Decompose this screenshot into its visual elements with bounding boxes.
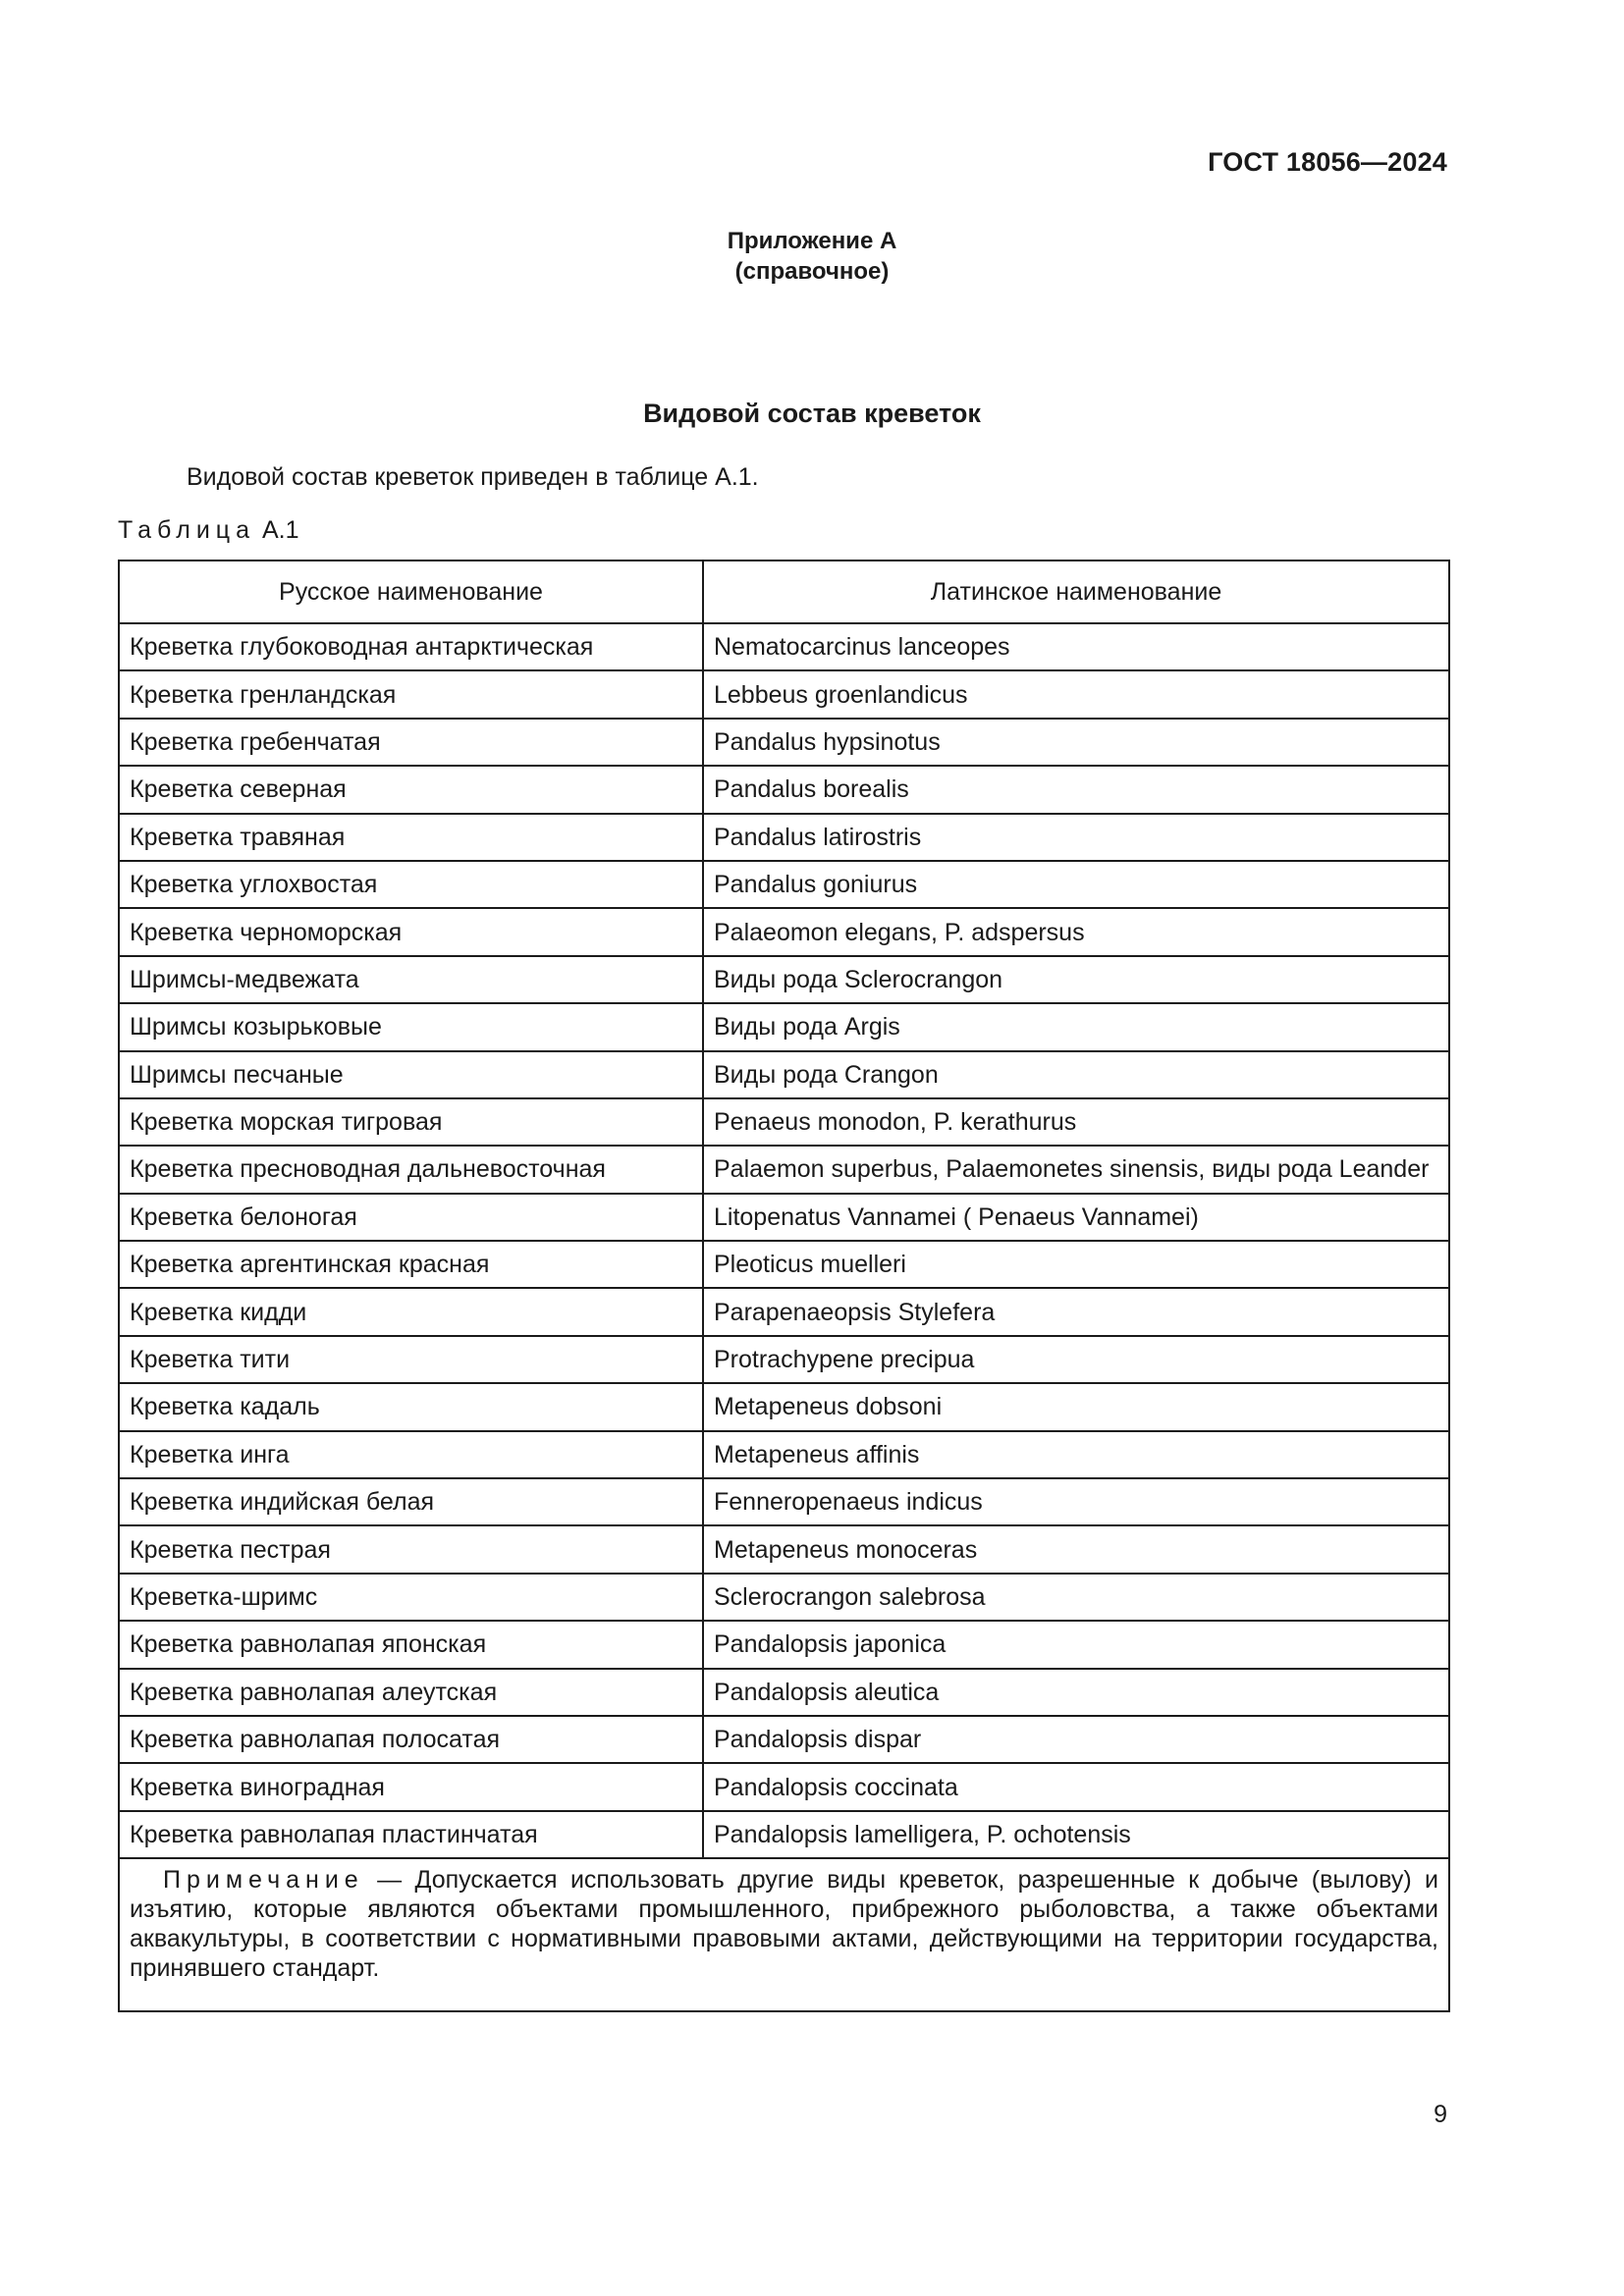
intro-paragraph: Видовой состав креветок приведен в таблице А.1. — [187, 463, 759, 491]
latin-name-cell: Pandalus hypsinotus — [703, 719, 1449, 766]
latin-name-cell: Palaeomon elegans, P. adspersus — [703, 908, 1449, 955]
russian-name-cell: Креветка черноморская — [119, 908, 703, 955]
latin-name-cell: Виды рода Argis — [703, 1003, 1449, 1050]
russian-name-cell: Креветка пресноводная дальневосточная — [119, 1146, 703, 1193]
russian-name-cell: Креветка глубоководная антарктическая — [119, 623, 703, 670]
russian-name-cell: Креветка равнолапая полосатая — [119, 1716, 703, 1763]
table-row — [119, 719, 1449, 766]
latin-name-cell: Litopenatus Vannamei ( Penaeus Vannamei) — [703, 1194, 1449, 1241]
annex-heading — [0, 226, 1624, 287]
table-row — [119, 670, 1449, 718]
latin-name-cell: Metapeneus monoceras — [703, 1525, 1449, 1573]
document-code: ГОСТ 18056—2024 — [1208, 147, 1447, 177]
latin-name-cell: Pandalopsis lamelligera, P. ochotensis — [703, 1811, 1449, 1858]
table-row — [119, 1051, 1449, 1098]
russian-name-cell: Креветка кадаль — [119, 1383, 703, 1430]
russian-name-cell: Шримсы-медвежата — [119, 956, 703, 1003]
latin-name-cell: Pandalus latirostris — [703, 814, 1449, 861]
table-row — [119, 1383, 1449, 1430]
table-row — [119, 1621, 1449, 1668]
table-caption — [118, 516, 299, 545]
latin-name-cell: Protrachypene precipua — [703, 1336, 1449, 1383]
table-row — [119, 1336, 1449, 1383]
latin-name-cell: Виды рода Crangon — [703, 1051, 1449, 1098]
table-header-row — [119, 561, 1449, 623]
russian-name-cell: Креветка северная — [119, 766, 703, 813]
table-row — [119, 1669, 1449, 1716]
latin-name-cell: Pandalopsis aleutica — [703, 1669, 1449, 1716]
table-row — [119, 1763, 1449, 1810]
russian-name-cell: Креветка тити — [119, 1336, 703, 1383]
table-row — [119, 1003, 1449, 1050]
russian-name-cell: Креветка равнолапая японская — [119, 1621, 703, 1668]
latin-name-cell: Sclerocrangon salebrosa — [703, 1574, 1449, 1621]
table-row — [119, 1525, 1449, 1573]
table-row — [119, 623, 1449, 670]
latin-name-cell: Palaemon superbus, Palaemonetes sinensis, виды рода Leander — [703, 1146, 1449, 1193]
species-table-body — [119, 623, 1449, 1858]
latin-name-cell: Pandalopsis coccinata — [703, 1763, 1449, 1810]
russian-name-cell: Креветка-шримс — [119, 1574, 703, 1621]
table-caption-number: А.1 — [261, 516, 299, 544]
russian-name-cell: Креветка пестрая — [119, 1525, 703, 1573]
russian-name-cell: Креветка аргентинская красная — [119, 1241, 703, 1288]
table-note — [119, 1858, 1449, 2011]
russian-name-cell: Креветка гренландская — [119, 670, 703, 718]
table-row — [119, 861, 1449, 908]
russian-name-cell: Креветка травяная — [119, 814, 703, 861]
latin-name-cell: Metapeneus dobsoni — [703, 1383, 1449, 1430]
russian-name-cell: Креветка морская тигровая — [119, 1098, 703, 1146]
table-row — [119, 814, 1449, 861]
latin-name-cell: Pandalopsis dispar — [703, 1716, 1449, 1763]
header-latin-name: Латинское наименование — [703, 561, 1449, 623]
table-row — [119, 1574, 1449, 1621]
russian-name-cell: Креветка виноградная — [119, 1763, 703, 1810]
latin-name-cell: Parapenaeopsis Stylefera — [703, 1288, 1449, 1335]
header-russian-name: Русское наименование — [119, 561, 703, 623]
russian-name-cell: Шримсы козырьковые — [119, 1003, 703, 1050]
latin-name-cell: Виды рода Sclerocrangon — [703, 956, 1449, 1003]
note-lead: Примечание — [163, 1866, 364, 1895]
russian-name-cell: Креветка кидди — [119, 1288, 703, 1335]
table-row — [119, 1288, 1449, 1335]
latin-name-cell: Penaeus monodon, P. kerathurus — [703, 1098, 1449, 1146]
table-note-row — [119, 1858, 1449, 2011]
latin-name-cell: Pandalus goniurus — [703, 861, 1449, 908]
latin-name-cell: Lebbeus groenlandicus — [703, 670, 1449, 718]
russian-name-cell: Креветка инга — [119, 1431, 703, 1478]
annex-kind: (справочное) — [734, 258, 890, 285]
table-row — [119, 1098, 1449, 1146]
table-row — [119, 1431, 1449, 1478]
table-caption-word: Таблица — [118, 516, 256, 544]
table-row — [119, 1241, 1449, 1288]
note-text: — Допускается использовать другие виды креветок, разрешенные к добыче (вылову) и изъятию, которые являются объектами промышленного, прибрежного рыболовства, а также объектами аквакультуры, в соответствии с нормативными правовыми актами, действующими на территории государства, принявшего стандарт. — [130, 1866, 1439, 1983]
russian-name-cell: Креветка индийская белая — [119, 1478, 703, 1525]
latin-name-cell: Pandalus borealis — [703, 766, 1449, 813]
table-row — [119, 956, 1449, 1003]
table-row — [119, 1146, 1449, 1193]
latin-name-cell: Fenneropenaeus indicus — [703, 1478, 1449, 1525]
table-row — [119, 908, 1449, 955]
page-number: 9 — [1434, 2101, 1447, 2128]
table-row — [119, 1478, 1449, 1525]
latin-name-cell: Pandalopsis japonica — [703, 1621, 1449, 1668]
annex-title: Приложение А — [727, 228, 897, 254]
latin-name-cell: Nematocarcinus lanceopes — [703, 623, 1449, 670]
russian-name-cell: Креветка равнолапая пластинчатая — [119, 1811, 703, 1858]
section-title: Видовой состав креветок — [643, 399, 981, 428]
species-table — [118, 560, 1450, 2012]
latin-name-cell: Pleoticus muelleri — [703, 1241, 1449, 1288]
russian-name-cell: Креветка равнолапая алеутская — [119, 1669, 703, 1716]
table-row — [119, 1716, 1449, 1763]
table-row — [119, 1194, 1449, 1241]
russian-name-cell: Креветка углохвостая — [119, 861, 703, 908]
russian-name-cell: Шримсы песчаные — [119, 1051, 703, 1098]
latin-name-cell: Metapeneus affinis — [703, 1431, 1449, 1478]
table-row — [119, 1811, 1449, 1858]
russian-name-cell: Креветка белоногая — [119, 1194, 703, 1241]
russian-name-cell: Креветка гребенчатая — [119, 719, 703, 766]
table-row — [119, 766, 1449, 813]
